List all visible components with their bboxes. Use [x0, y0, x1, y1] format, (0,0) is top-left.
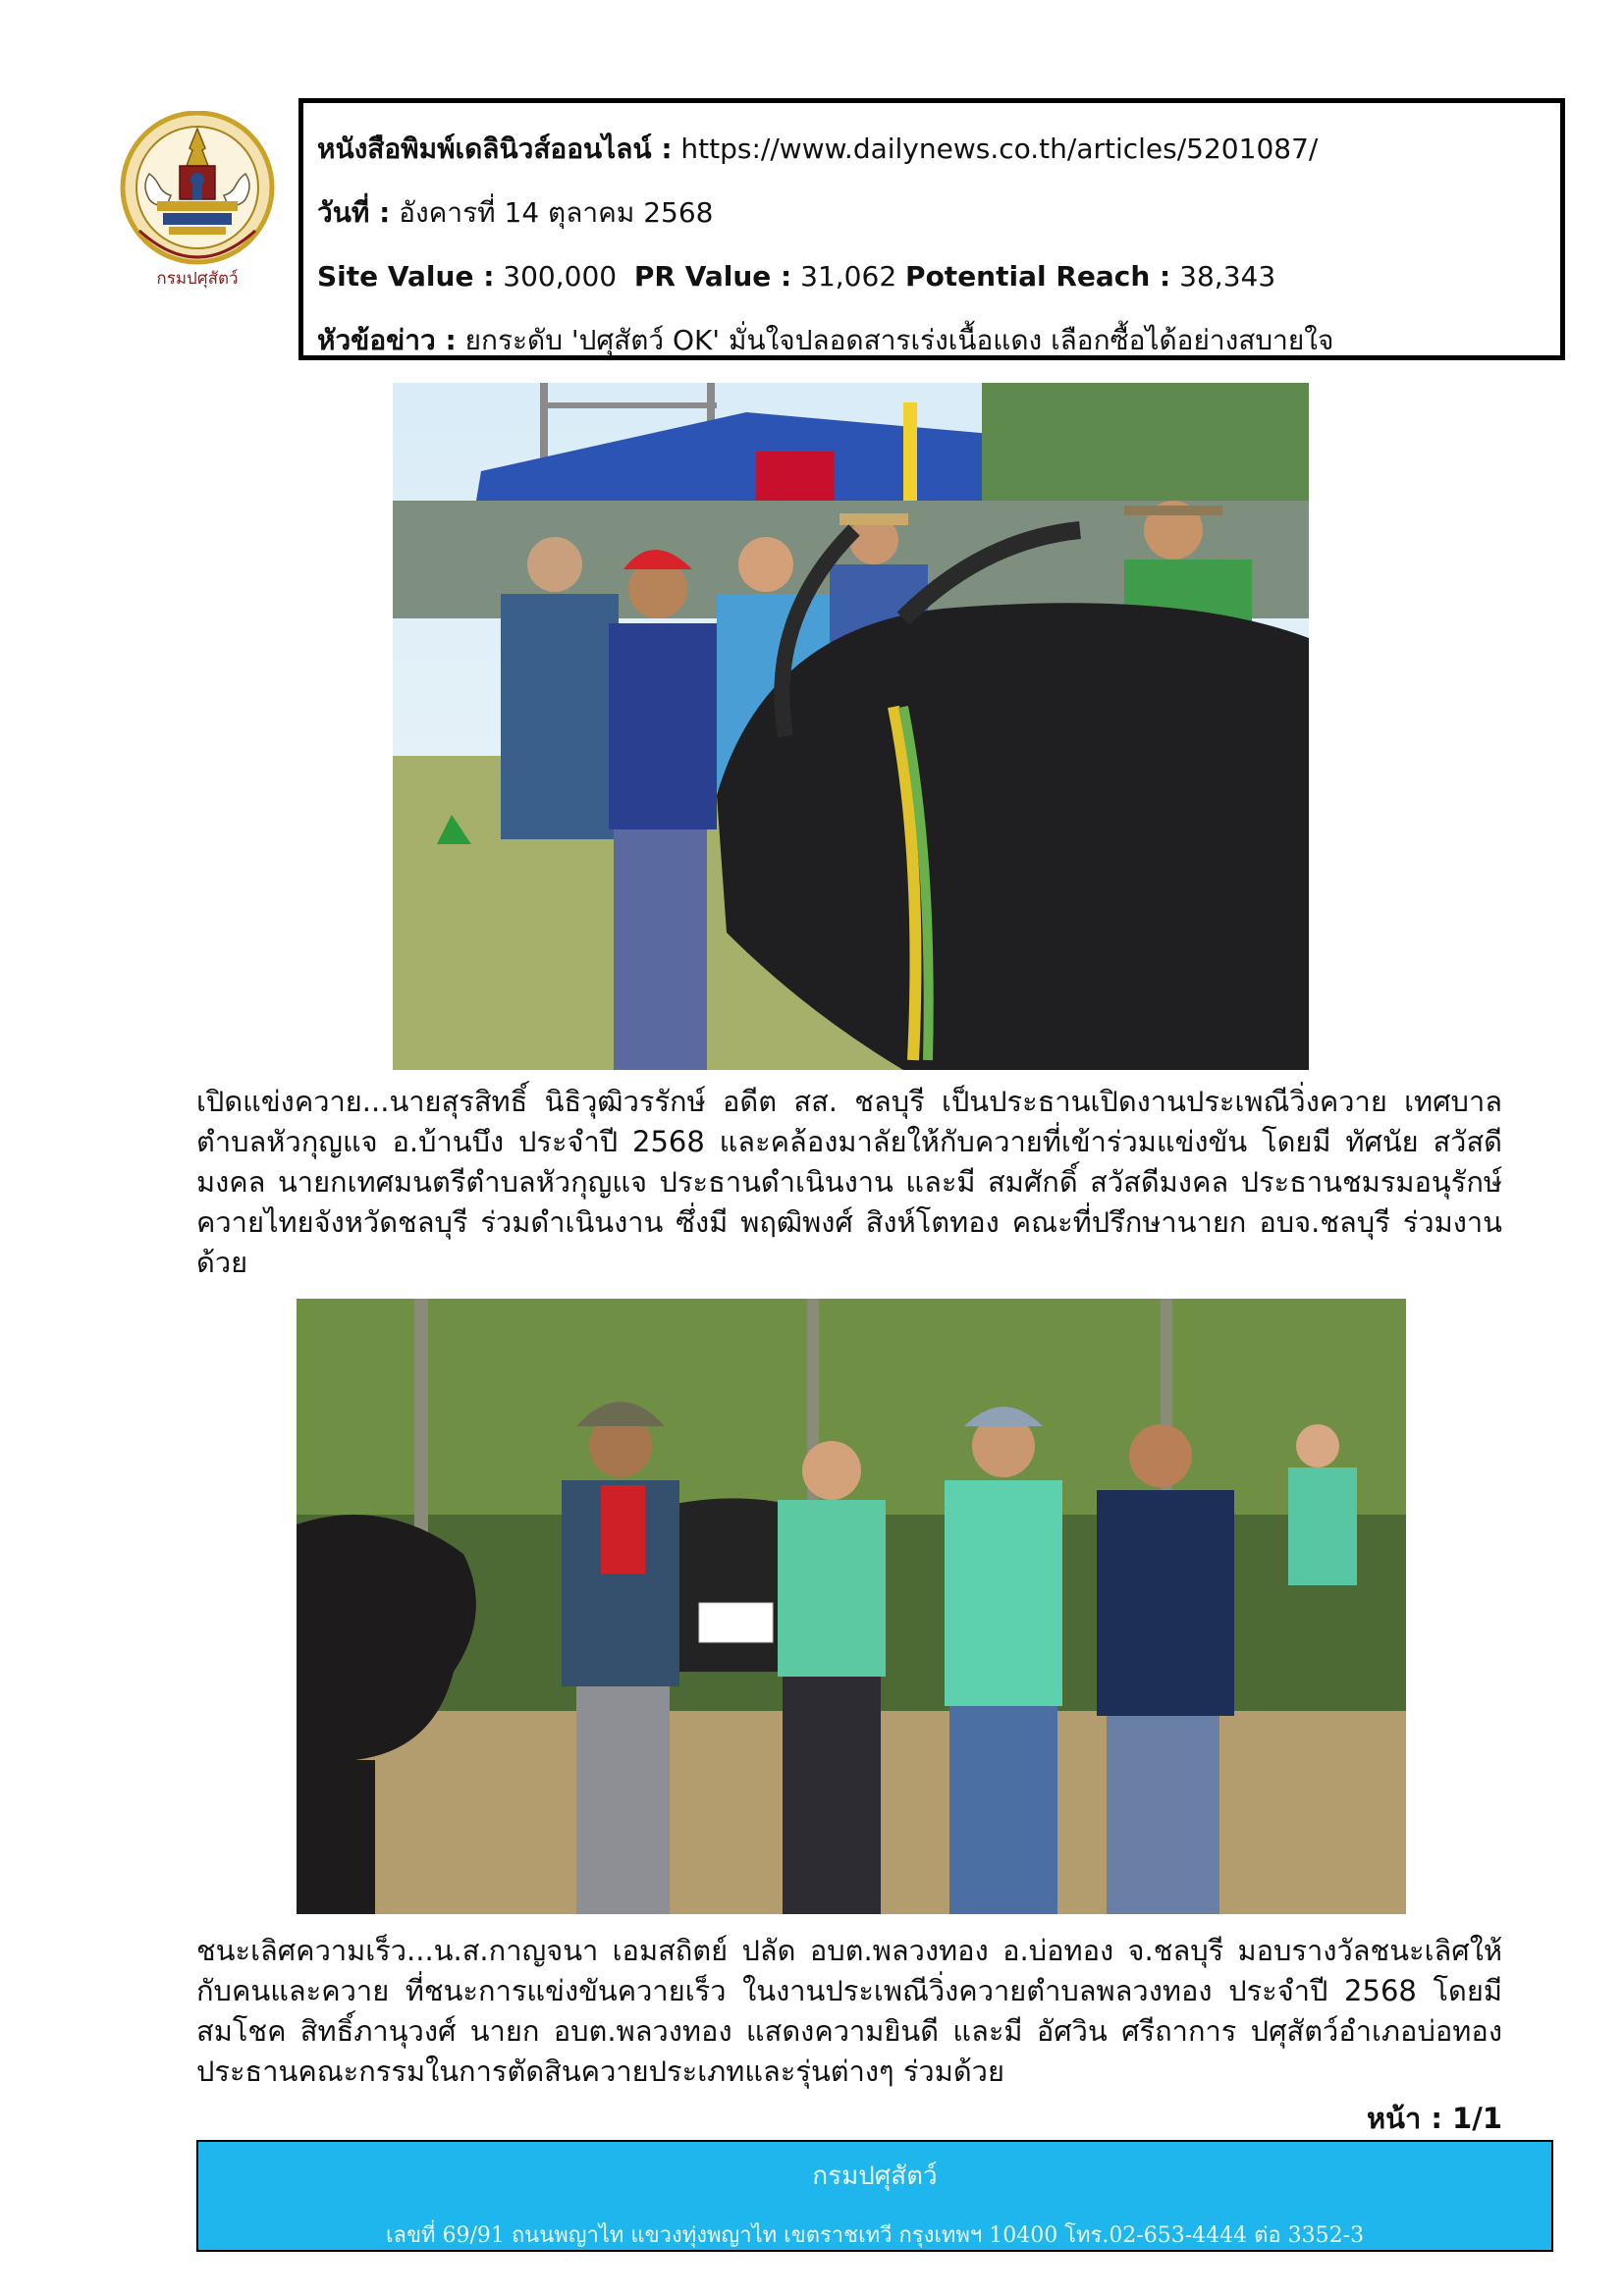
potential-reach-label: Potential Reach : — [905, 260, 1171, 293]
metrics-row — [317, 244, 1546, 308]
date-row — [317, 181, 1546, 244]
logo-caption: กรมปศุสัตว์ — [156, 269, 239, 289]
date-value: อังคารที่ 14 ตุลาคม 2568 — [399, 196, 714, 229]
caption-2: ชนะเลิศความเร็ว...น.ส.กาญจนา เอมสถิตย์ ปลัด อบต.พลวงทอง อ.บ่อทอง จ.ชลบุรี มอบรางวัลชนะเลิศให้กับคนและควาย ที่ชนะการแข่งขันควายเร็ว ในงานประเพณีวิ่งควายตำบลพลวงทอง ประจำปี 2568 โดยมี สมโชค สิทธิ์ภานุวงศ์ นายก อบต.พลวงทอง แสดงความยินดี และมี อัศวิน ศรีถาการ ปศุสัตว์อำเภอบ่อทอง ประธานคณะกรรมในการตัดสินควายประเภทและรุ่นต่างๆ ร่วมด้วย — [196, 1934, 1502, 2088]
photo-award-presentation — [297, 1299, 1406, 1914]
dld-emblem-icon — [118, 111, 277, 297]
potential-reach-value: 38,343 — [1179, 260, 1276, 293]
pr-value: 31,062 — [800, 260, 897, 293]
footer-bar — [196, 2140, 1553, 2252]
headline-text: ยกระดับ 'ปศุสัตว์ OK' มั่นใจปลอดสารเร่งเนื้อแดง เลือกซื้อได้อย่างสบายใจ — [464, 324, 1334, 356]
headline-label: หัวข้อข่าว : — [317, 324, 457, 356]
department-logo — [118, 111, 277, 297]
footer-organization: กรมปศุสัตว์ — [812, 2162, 938, 2191]
newspaper-url[interactable]: https://www.dailynews.co.th/articles/5201087/ — [680, 133, 1319, 165]
pr-value-label: PR Value : — [633, 260, 792, 293]
caption-1: เปิดแข่งควาย...นายสุรสิทธิ์ นิธิวุฒิวรรักษ์ อดีต สส. ชลบุรี เป็นประธานเปิดงานประเพณีวิ่งควาย เทศบาลตำบลหัวกุญแจ อ.บ้านบึง ประจำปี 2568 และคล้องมาลัยให้กับควายที่เข้าร่วมแข่งขัน โดยมี ทัศนัย สวัสดีมงคล นายกเทศมนตรีตำบลหัวกุญแจ ประธานดำเนินงาน และมี สมศักดิ์ สวัสดีมงคล ประธานชมรมอนุรักษ์ควายไทยจังหวัดชลบุรี ร่วมดำเนินงาน ซึ่งมี พฤฒิพงศ์ สิงห์โตทอง คณะที่ปรึกษานายก อบจ.ชลบุรี ร่วมงานด้วย — [196, 1085, 1502, 1279]
site-value: 300,000 — [503, 260, 618, 293]
photo-buffalo-garland-ceremony — [393, 383, 1309, 1070]
clipping-info-box — [298, 98, 1565, 360]
headline-row — [317, 308, 1546, 372]
page-number: หน้า : 1/1 — [1367, 2102, 1502, 2135]
footer-address: เลขที่ 69/91 ถนนพญาไท แขวงทุ่งพญาไท เขตราชเทวี กรุงเทพฯ 10400 โทร.02-653-4444 ต่อ 3352-3 — [385, 2223, 1365, 2248]
newspaper-label: หนังสือพิมพ์เดลินิวส์ออนไลน์ : — [317, 133, 673, 165]
date-label: วันที่ : — [317, 196, 391, 229]
site-value-label: Site Value : — [317, 260, 495, 293]
newspaper-row — [317, 117, 1546, 181]
